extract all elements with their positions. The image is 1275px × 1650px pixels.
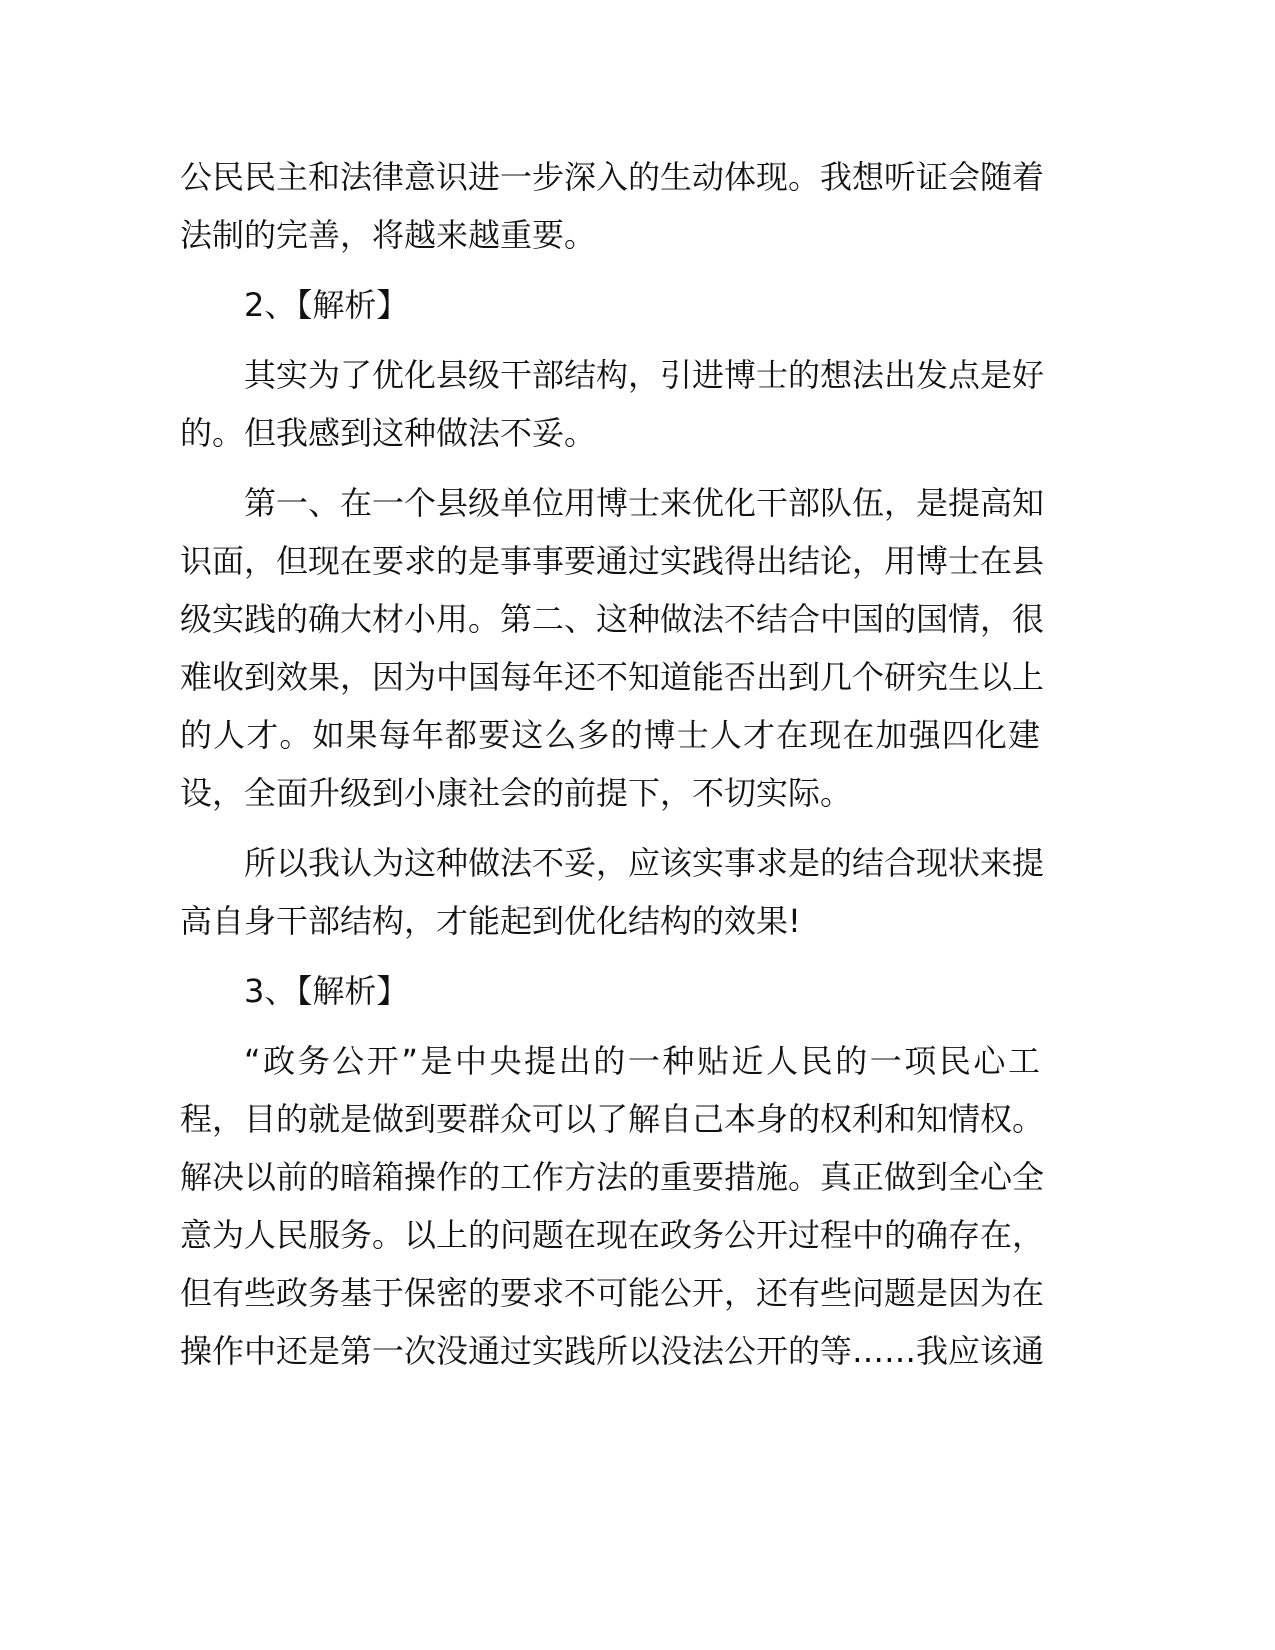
text-line: 的人才。如果每年都要这么多的博士人才在现在加强四化建	[180, 716, 1040, 754]
text-line: 级实践的确大材小用。第二、这种做法不结合中国的国情，很	[180, 600, 1045, 638]
text-line: 识面，但现在要求的是事事要通过实践得出结论，用博士在县	[180, 542, 1045, 580]
text-line: 意为人民服务。以上的问题在现在政务公开过程中的确存在，	[180, 1216, 1045, 1254]
text-line: 其实为了优化县级干部结构，引进博士的想法出发点是好	[244, 356, 1045, 394]
text-line: 的。但我感到这种做法不妥。	[180, 414, 597, 452]
text-line: 公民民主和法律意识进一步深入的生动体现。我想听证会随着	[180, 158, 1045, 196]
text-line: 所以我认为这种做法不妥，应该实事求是的结合现状来提	[244, 844, 1045, 882]
text-line: 但有些政务基于保密的要求不可能公开，还有些问题是因为在	[180, 1274, 1045, 1312]
text-line: 第一、在一个县级单位用博士来优化干部队伍，是提高知	[244, 484, 1045, 522]
section-heading-2	[180, 276, 1040, 334]
paragraph-4	[180, 834, 1045, 950]
text-line: 难收到效果，因为中国每年还不知道能否出到几个研究生以上	[180, 658, 1045, 696]
text-line: 操作中还是第一次没通过实践所以没法公开的等……我应该通	[180, 1332, 1045, 1370]
document-page	[180, 148, 1045, 1392]
text-line: 法制的完善，将越来越重要。	[180, 216, 597, 254]
paragraph-2	[180, 346, 1045, 462]
text-line: 程，目的就是做到要群众可以了解自己本身的权利和知情权。	[180, 1100, 1045, 1138]
heading-text: 2、【解析】	[244, 286, 409, 324]
paragraph-3	[180, 474, 1045, 822]
paragraph-1	[180, 148, 1045, 264]
text-line: 设，全面升级到小康社会的前提下，不切实际。	[180, 774, 853, 812]
text-line: 高自身干部结构，才能起到优化结构的效果!	[180, 902, 801, 940]
paragraph-5	[180, 1032, 1045, 1380]
text-line: 解决以前的暗箱操作的工作方法的重要措施。真正做到全心全	[180, 1158, 1045, 1196]
text-line: “政务公开”是中央提出的一种贴近人民的一项民心工	[244, 1042, 1040, 1080]
heading-text: 3、【解析】	[244, 972, 409, 1010]
section-heading-3	[180, 962, 1040, 1020]
